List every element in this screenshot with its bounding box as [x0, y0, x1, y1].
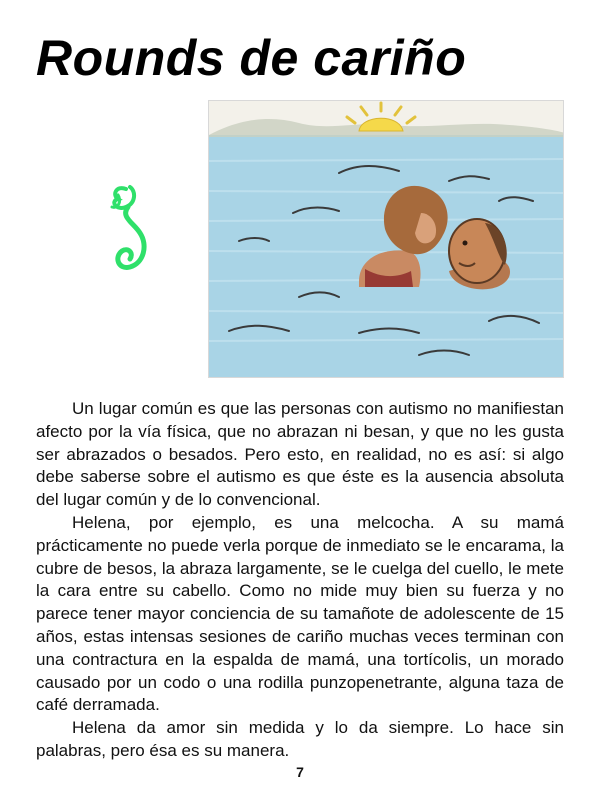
page-title: Rounds de cariño	[36, 30, 467, 86]
paragraph-2: Helena, por ejemplo, es una melcocha. A su mamá prácticamente no puede verla porque de inmediato se le encarama, la cubre de besos, la abraza largamente, se le cuelga del cuello, le mete la cara entre su cabello. Como no mide muy bien su fuerza y no parece tener mayor conciencia de su tamañote de adolescente de 15 años, estas intensas sesiones de cariño muchas veces terminan con una contractura en la espalda de mamá, una tortícolis, un morado causado por un codo o una rodilla punzopenetrante, alguna taza de café derramada.	[36, 512, 564, 715]
green-seahorse-flourish-icon	[106, 183, 158, 275]
article-body	[36, 398, 564, 763]
paragraph-1: Un lugar común es que las personas con autismo no manifiestan afecto por la vía física, que no abrazan ni besan, y que no les gusta ser abrazados o besados. Pero esto, en realidad, no es así: si algo debe saberse sobre el autismo es que éste es la ausencia absoluta del lugar común y de lo convencional.	[36, 399, 564, 510]
illustration-swimmers	[208, 100, 564, 378]
page-number: 7	[296, 764, 304, 780]
paragraph-3: Helena da amor sin medida y lo da siempre. Lo hace sin palabras, pero ésa es su manera.	[36, 718, 564, 760]
